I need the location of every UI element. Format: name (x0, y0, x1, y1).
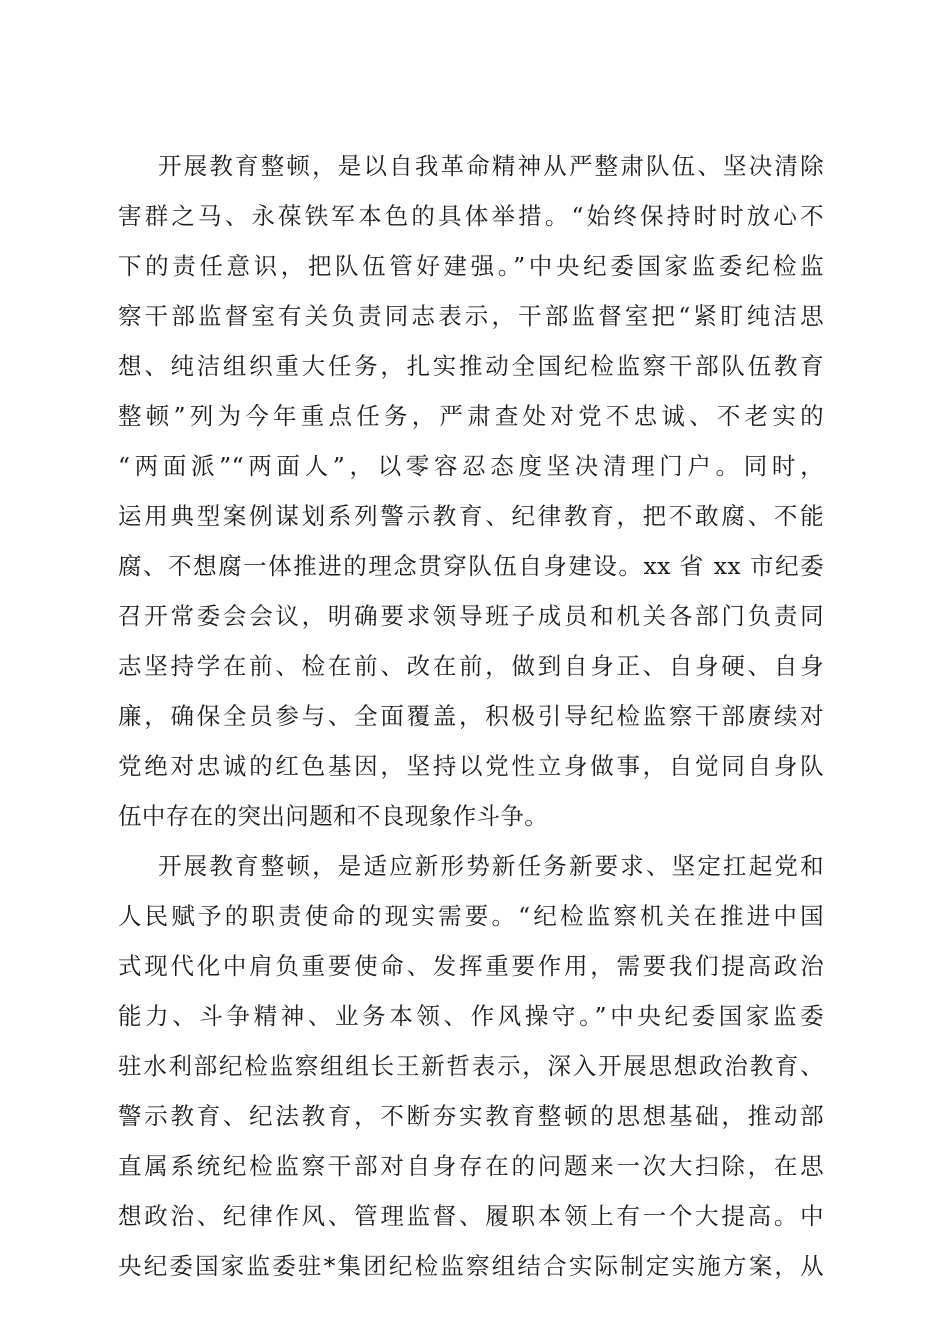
paragraph-line: 开展教育整顿，是适应新形势新任务新要求、坚定扛起党和 (158, 852, 824, 880)
paragraph-line: 驻水利部纪检监察组组长王新哲表示，深入开展思想政治教育、 (118, 1052, 824, 1080)
paragraph-line: 下的责任意识，把队伍管好建强。”中央纪委国家监委纪检监 (118, 252, 824, 280)
paragraph-line: “两面派”“两面人”，以零容忍态度坚决清理门户。同时， (118, 452, 824, 480)
paragraph-line: 央纪委国家监委驻*集团纪检监察组结合实际制定实施方案，从 (118, 1252, 824, 1280)
paragraph-line: 警示教育、纪法教育，不断夯实教育整顿的思想基础，推动部 (118, 1102, 824, 1130)
paragraph-line: 人民赋予的职责使命的现实需要。“纪检监察机关在推进中国 (118, 902, 824, 930)
paragraph-line: 廉，确保全员参与、全面覆盖，积极引导纪检监察干部赓续对 (118, 702, 824, 730)
paragraph-line: 想、纯洁组织重大任务，扎实推动全国纪检监察干部队伍教育 (118, 352, 824, 380)
paragraph-line: 腐、不想腐一体推进的理念贯穿队伍自身建设。xx 省 xx 市纪委 (118, 552, 824, 580)
paragraph-line: 能力、斗争精神、业务本领、作风操守。”中央纪委国家监委 (118, 1002, 824, 1030)
paragraph-line: 害群之马、永葆铁军本色的具体举措。“始终保持时时放心不 (118, 202, 824, 230)
paragraph-line: 整顿”列为今年重点任务，严肃查处对党不忠诚、不老实的 (118, 402, 824, 430)
paragraph-line: 察干部监督室有关负责同志表示，干部监督室把“紧盯纯洁思 (118, 302, 824, 330)
paragraph-line: 召开常委会会议，明确要求领导班子成员和机关各部门负责同 (118, 602, 824, 630)
document-body (118, 141, 824, 1291)
paragraph-1 (118, 141, 824, 841)
paragraph-line: 伍中存在的突出问题和不良现象作斗争。 (118, 802, 549, 830)
paragraph-line: 想政治、纪律作风、管理监督、履职本领上有一个大提高。中 (118, 1202, 824, 1230)
paragraph-line: 直属系统纪检监察干部对自身存在的问题来一次大扫除，在思 (118, 1152, 824, 1180)
paragraph-line: 运用典型案例谋划系列警示教育、纪律教育，把不敢腐、不能 (118, 502, 824, 530)
paragraph-line: 党绝对忠诚的红色基因，坚持以党性立身做事，自觉同自身队 (118, 752, 824, 780)
paragraph-line: 开展教育整顿，是以自我革命精神从严整肃队伍、坚决清除 (158, 152, 824, 180)
paragraph-line: 式现代化中肩负重要使命、发挥重要作用，需要我们提高政治 (118, 952, 824, 980)
paragraph-2 (118, 841, 824, 1291)
paragraph-line: 志坚持学在前、检在前、改在前，做到自身正、自身硬、自身 (118, 652, 824, 680)
